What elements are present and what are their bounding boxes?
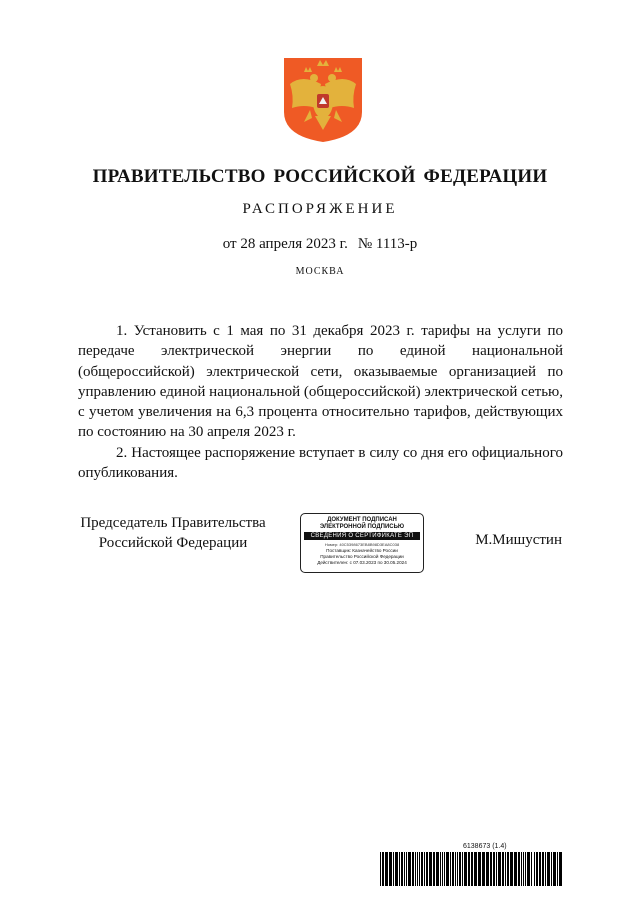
- paragraph-2: 2. Настоящее распоряжение вступает в силу со дня его официального опубликования.: [78, 444, 563, 482]
- document-number: № 1113-р: [357, 236, 418, 252]
- city: МОСКВА: [295, 266, 345, 277]
- barcode-icon: [380, 852, 564, 886]
- stamp-line-2: ЭЛЕКТРОННОЙ ПОДПИСЬЮ: [319, 524, 405, 530]
- date-number-line: [0, 236, 640, 253]
- coat-of-arms-icon: [282, 56, 364, 144]
- position-line-2: Российской Федерации: [98, 535, 248, 551]
- document-code: 6138673 (1.4): [463, 843, 507, 850]
- stamp-serial: Номер: 40C5398673EB8B98D3EA8C038: [324, 542, 400, 547]
- document-body: [78, 321, 563, 483]
- stamp-line-1: ДОКУМЕНТ ПОДПИСАН: [327, 517, 397, 523]
- stamp-issuer-1: Поставщик: Казначейство России: [326, 547, 398, 553]
- government-title: ПРАВИТЕЛЬСТВО РОССИЙСКОЙ ФЕДЕРАЦИИ: [92, 166, 548, 187]
- stamp-issuer-2: Правительство Российской Федерации: [320, 553, 404, 559]
- paragraph-1: 1. Установить с 1 мая по 31 декабря 2023 г. тарифы на услуги по передаче электрической энергии по единой национальной (общероссийской) электрической сети, оказываемые организацией по управлению единой национальной (общероссийской) электрической сетью, с учетом увеличения на 6,3 процента относительно тарифов, действующих по состоянию на 30 апреля 2023 г.: [78, 323, 563, 441]
- document-type: РАСПОРЯЖЕНИЕ: [242, 201, 398, 217]
- electronic-signature-stamp: [300, 513, 424, 573]
- document-date: от 28 апреля 2023 г.: [222, 236, 348, 252]
- stamp-validity: Действителен: с 07.03.2023 по 30.05.2024: [317, 559, 407, 565]
- stamp-certificate-header: СВЕДЕНИЯ О СЕРТИФИКАТЕ ЭП: [304, 532, 420, 540]
- signatory-position: [68, 513, 278, 553]
- position-line-1: Председатель Правительства: [80, 515, 266, 531]
- signatory-name: М.Мишустин: [475, 532, 562, 548]
